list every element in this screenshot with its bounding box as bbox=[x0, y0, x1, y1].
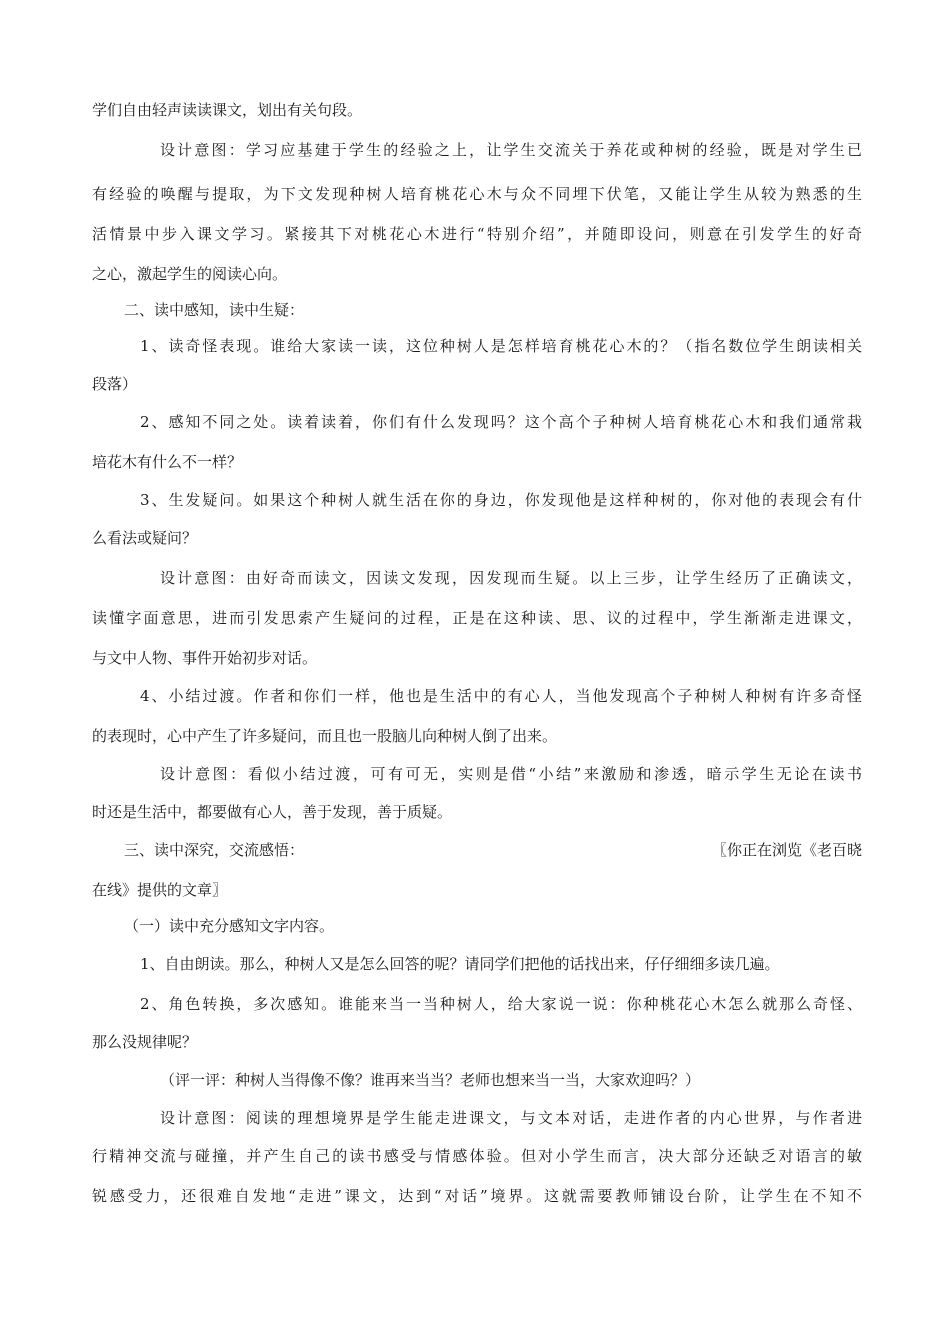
source-note: 在线》提供的文章〗 bbox=[92, 881, 228, 899]
source-note: 〖你正在浏览《老百晓 bbox=[711, 841, 862, 859]
text-line: 1、读奇怪表现。谁给大家读一读，这位种树人是怎样培育桃花心木的？（指名数位学生朗读相关 bbox=[140, 337, 862, 355]
text-line: 4、小结过渡。作者和你们一样，他也是生活中的有心人，当他发现高个子种树人种树有许多奇怪 bbox=[140, 687, 862, 705]
text-line: 有经验的唤醒与提取，为下文发现种树人培育桃花心木与众不同埋下伏笔，又能让学生从较为熟悉的生 bbox=[92, 185, 862, 203]
text-line: 2、感知不同之处。读着读着，你们有什么发现吗？这个高个子种树人培育桃花心木和我们通常栽 bbox=[140, 413, 862, 431]
text-line: 设计意图：看似小结过渡，可有可无，实则是借“小结”来激励和渗透，暗示学生无论在读书 bbox=[160, 765, 862, 783]
text-line: 学们自由轻声读读课文，划出有关句段。 bbox=[92, 101, 363, 119]
text-line: 的表现时，心中产生了许多疑问，而且也一股脑儿向种树人倒了出来。 bbox=[92, 727, 558, 745]
text-line: 段落） bbox=[92, 375, 138, 393]
text-line: 1、自由朗读。那么，种树人又是怎么回答的呢？请同学们把他的话找出来，仔仔细细多读几遍。 bbox=[140, 955, 780, 973]
text-line: 么看法或疑问？ bbox=[92, 529, 198, 547]
text-line: 锐感受力，还很难自发地“走进”课文，达到“对话”境界。这就需要教师铺设台阶，让学生在不知不 bbox=[92, 1187, 862, 1205]
text-line: 那么没规律呢？ bbox=[92, 1033, 198, 1051]
text-line: 3、生发疑问。如果这个种树人就生活在你的身边，你发现他是这样种树的，你对他的表现会有什 bbox=[140, 491, 862, 509]
subsection-heading: （一）读中充分感知文字内容。 bbox=[124, 917, 335, 935]
text-line: 与文中人物、事件开始初步对话。 bbox=[92, 649, 318, 667]
section-heading: 二、读中感知，读中生疑： bbox=[124, 301, 305, 319]
text-line: 读懂字面意思，进而引发思索产生疑问的过程，正是在这种读、思、议的过程中，学生渐渐走进课文， bbox=[92, 609, 862, 627]
text-line: 2、角色转换，多次感知。谁能来当一当种树人，给大家说一说：你种桃花心木怎么就那么奇怪、 bbox=[140, 995, 862, 1013]
text-line: 活情景中步入课文学习。紧接其下对桃花心木进行“特别介绍”，并随即设问，则意在引发学生的好奇 bbox=[92, 225, 862, 243]
text-line: 设计意图：阅读的理想境界是学生能走进课文，与文本对话，走进作者的内心世界，与作者进 bbox=[160, 1109, 862, 1127]
text-line: 设计意图：学习应基建于学生的经验之上，让学生交流关于养花或种树的经验，既是对学生已 bbox=[160, 141, 862, 159]
text-line: 行精神交流与碰撞，并产生自己的读书感受与情感体验。但对小学生而言，决大部分还缺乏对语言的敏 bbox=[92, 1147, 862, 1165]
section-heading: 三、读中深究，交流感悟： bbox=[124, 841, 305, 859]
text-line: 时还是生活中，都要做有心人，善于发现，善于质疑。 bbox=[92, 803, 453, 821]
text-line: 设计意图：由好奇而读文，因读文发现，因发现而生疑。以上三步，让学生经历了正确读文， bbox=[160, 569, 862, 587]
text-line: （评一评：种树人当得像不像？谁再来当当？老师也想来当一当，大家欢迎吗？） bbox=[160, 1071, 701, 1089]
text-line: 培花木有什么不一样？ bbox=[92, 453, 243, 471]
text-line: 之心，激起学生的阅读心向。 bbox=[92, 265, 288, 283]
